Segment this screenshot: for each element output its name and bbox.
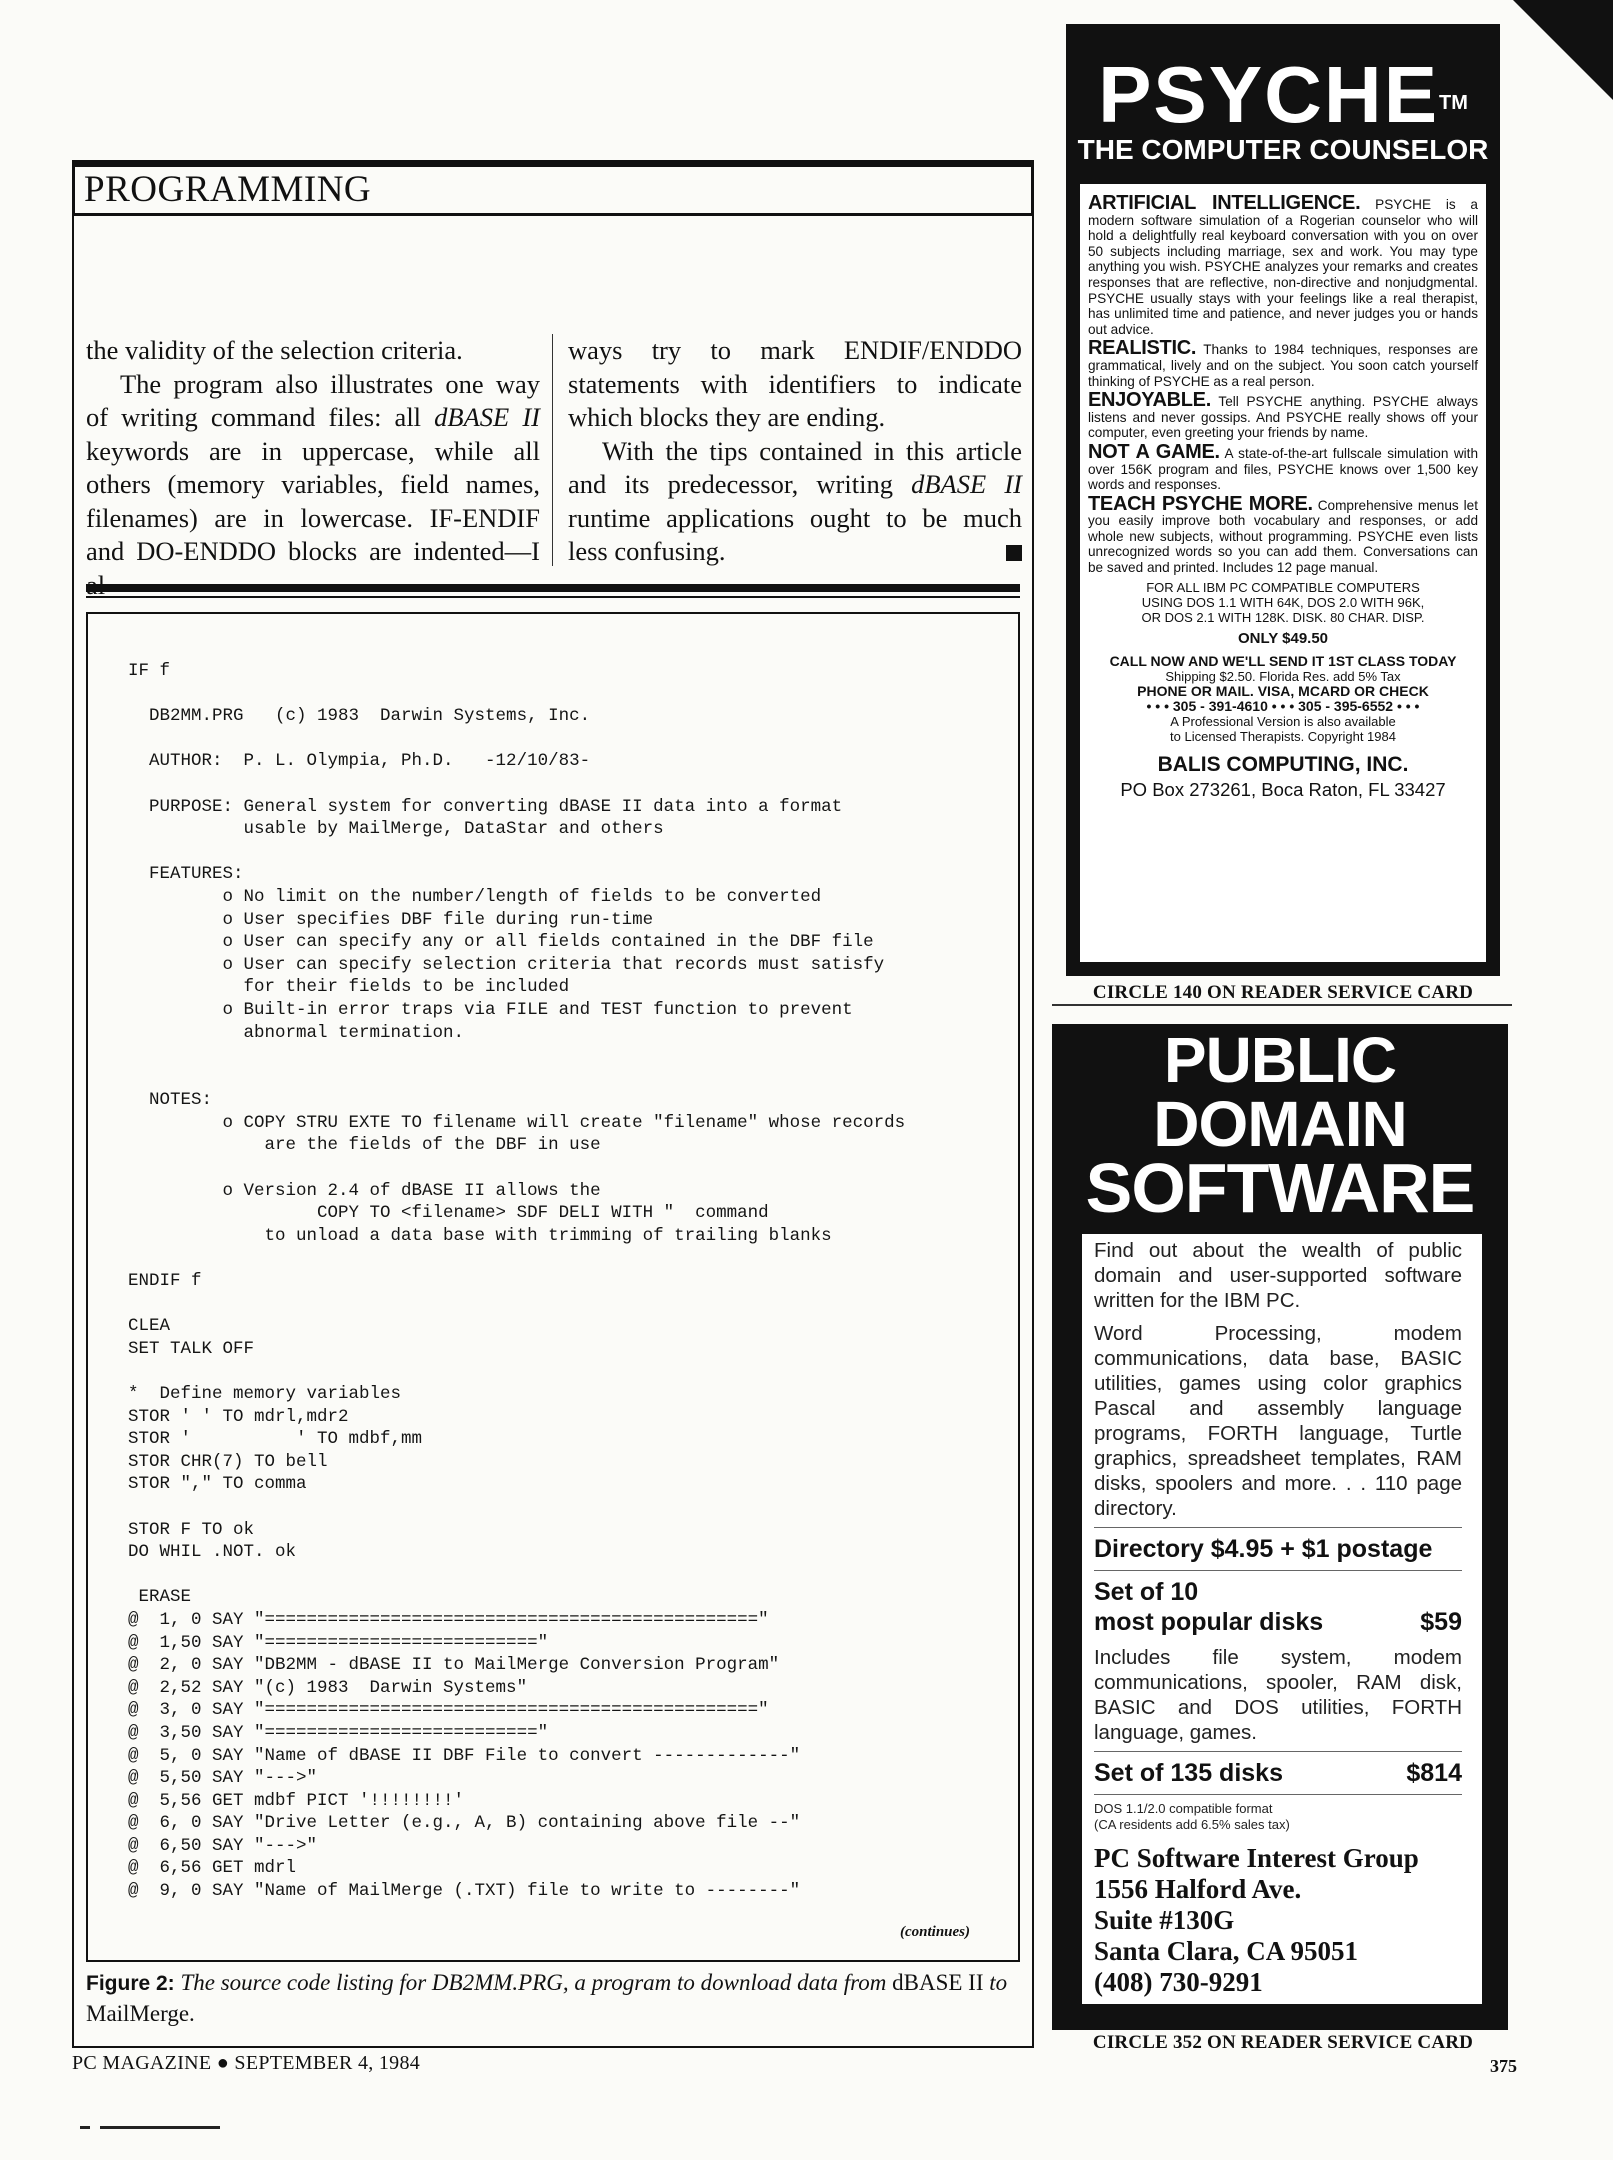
trademark-mark: TM	[1439, 92, 1468, 114]
pd-title-line: SOFTWARE	[1085, 1149, 1475, 1227]
psyche-section	[1088, 440, 1479, 493]
end-mark-icon	[1006, 545, 1022, 561]
pd-org-line: PC Software Interest Group	[1094, 1843, 1419, 1873]
pd-title-line: PUBLIC	[1163, 1024, 1397, 1096]
article-column-right	[568, 334, 1022, 569]
pd-org-line: 1556 Halford Ave.	[1094, 1874, 1302, 1904]
psyche-section-heading: REALISTIC.	[1088, 337, 1197, 360]
pd-note: (CA residents add 6.5% sales tax)	[1094, 1817, 1290, 1832]
pd-org-line: Suite #130G	[1094, 1905, 1235, 1935]
footer-publication: PC MAGAZINE ● SEPTEMBER 4, 1984	[72, 2052, 421, 2074]
article-paragraph: With the tips contained in this article and its predecessor, writing dBASE II runtime applications ought to be much less confusing.	[568, 435, 1022, 566]
continued-label: (continues)	[900, 1924, 971, 1940]
article-column-left	[86, 334, 540, 602]
psyche-section	[1088, 389, 1479, 441]
psyche-section-heading: ENJOYABLE.	[1088, 389, 1211, 412]
caption-term: dBASE II	[892, 1970, 984, 1995]
page-number: 375	[1490, 2056, 1517, 2076]
psyche-section	[1088, 337, 1479, 389]
scan-mark	[80, 2126, 90, 2129]
phone-numbers: • • • 305 - 391-4610 • • • 305 - 395-6552 • • •	[1146, 698, 1420, 715]
column-divider	[552, 334, 553, 566]
article-paragraph: the validity of the selection criteria.	[86, 335, 463, 365]
article-paragraph: ways try to mark ENDIF/ENDDO statements with identifiers to indicate which blocks they are ending.	[568, 335, 1022, 432]
order-line: to Licensed Therapists. Copyright 1984	[1170, 729, 1396, 745]
compat-line: USING DOS 1.1 WITH 64K, DOS 2.0 WITH 96K,	[1141, 594, 1425, 610]
compat-line: FOR ALL IBM PC COMPATIBLE COMPUTERS	[1146, 579, 1420, 595]
figure-rule-thick	[86, 584, 1020, 592]
corner-triangle	[1513, 0, 1613, 100]
pd-contents: Word Processing, modem communications, data base, BASIC utilities, games using color graphics Pascal and assembly language programs, FORTH language, Turtle graphics, spreadsheet templates, RAM disks, spoolers and more. . . 110 page directory.	[1094, 1322, 1462, 1520]
psyche-section	[1088, 492, 1479, 576]
caption-text: The source code listing for DB2MM.PRG, a program to download data from	[174, 1970, 893, 1995]
pd-set10-price: $59	[1420, 1608, 1462, 1636]
pd-org-line: Santa Clara, CA 95051	[1094, 1936, 1359, 1966]
figure-label: Figure 2:	[86, 1972, 175, 1995]
pd-set10-desc: Includes file system, modem communications, spooler, RAM disk, BASIC and DOS utilities, FORTH language, games.	[1094, 1646, 1462, 1744]
psyche-company: BALIS COMPUTING, INC.	[1157, 753, 1409, 777]
ad-separator	[1052, 1004, 1512, 1006]
caption-text: to	[983, 1970, 1008, 1995]
pd-rule	[1094, 1794, 1462, 1795]
pd-org	[1094, 1843, 1462, 1998]
compat-line: OR DOS 2.1 WITH 128K. DISK. 80 CHAR. DISP.	[1141, 609, 1425, 625]
pd-directory: Directory $4.95 + $1 postage	[1094, 1535, 1433, 1563]
pd-set135-price: $814	[1406, 1759, 1462, 1787]
order-line: Shipping $2.50. Florida Res. add 5% Tax	[1165, 669, 1401, 685]
reader-service-label: CIRCLE 352 ON READER SERVICE CARD	[1092, 2032, 1474, 2053]
pd-title-line: DOMAIN	[1153, 1088, 1407, 1160]
psyche-section-text: PSYCHE is a modern software simulation of a Rogerian counselor who will hold a delightfully real keyboard conversation with you on over 50 subjects including marriage, sex and work. You may type anything you wish. PSYCHE analyzes your remarks and creates responses that are reflective, non-directive and nonjudgmental. PSYCHE usually stays with your feelings like a real therapist, has unlimited time and patience, and never judges you or hands out advice.	[1088, 197, 1478, 337]
psyche-price: ONLY $49.50	[1237, 629, 1329, 647]
pd-set10-title: Set of 10	[1094, 1578, 1199, 1606]
psyche-body	[1088, 192, 1479, 802]
code-listing: IF f DB2MM.PRG (c) 1983 Darwin Systems, Inc. AUTHOR: P. L. Olympia, Ph.D. -12/10/83- PURPOSE: General system for converting dBASE II data into a format usable by MailMerge, DataStar and others FEATURES: o No limit on the number/length of fields to be converted o User specifies DBF file during run-time o User can specify any or all fields contained in the DBF file o User can specify selection criteria that records must satisfy for their fields to be included o Built-in error traps via FILE and TEST function to prevent abnormal termination. NOTES: o COPY STRU EXTE TO filename will create "filename" whose records are the fields of the DBF in use o Version 2.4 of dBASE II allows the COPY TO <filename> SDF DELI WITH " command to unload a data base with trimming of trailing blanks ENDIF f CLEA SET TALK OFF * Define memory variables STOR ' ' TO mdrl,mdr2 STOR ' ' TO mdbf,mm STOR CHR(7) TO bell STOR "," TO comma STOR F TO ok DO WHIL .NOT. ok ERASE @ 1, 0 SAY "===============================================" @ 1,50 SAY "==========================" @ 2, 0 SAY "DB2MM - dBASE II to MailMerge Conversion Program" @ 2,52 SAY "(c) 1983 Darwin Systems" @ 3, 0 SAY "===============================================" @ 3,50 SAY "==========================" @ 5, 0 SAY "Name of dBASE II DBF File to convert -------------" @ 5,50 SAY "--->" @ 5,56 GET mdbf PICT '!!!!!!!!' @ 6, 0 SAY "Drive Letter (e.g., A, B) containing above file --" @ 6,50 SAY "--->" @ 6,56 GET mdrl @ 9, 0 SAY "Name of MailMerge (.TXT) file to write to --------"	[128, 661, 906, 1902]
psyche-order	[1088, 654, 1478, 744]
pd-body	[1094, 1238, 1462, 1998]
caption-term: MailMerge.	[86, 2001, 195, 2026]
psyche-section	[1088, 192, 1478, 337]
pd-set10-label: most popular disks	[1094, 1608, 1324, 1636]
psyche-section-heading: ARTIFICIAL INTELLIGENCE.	[1088, 192, 1361, 214]
psyche-compat	[1088, 580, 1478, 625]
order-line: PHONE OR MAIL. VISA, MCARD OR CHECK	[1137, 683, 1429, 700]
pd-rule	[1094, 1527, 1462, 1528]
psyche-title	[1066, 50, 1500, 140]
pd-org-phone: (408) 730-9291	[1094, 1967, 1263, 1997]
figure-rule-thin	[86, 596, 1020, 598]
psyche-section-text: A state-of-the-art fullscale simulation with over 156K program and files, PSYCHE knows over 1,500 key words and responses.	[1088, 445, 1479, 493]
psyche-section-text: Tell PSYCHE anything. PSYCHE always listens and never gossips. And PSYCHE really shows off your computer, even greeting your friends by name.	[1088, 394, 1479, 441]
psyche-section-heading: TEACH PSYCHE MORE.	[1088, 492, 1313, 515]
psyche-address: PO Box 273261, Boca Raton, FL 33427	[1120, 779, 1446, 801]
figure-caption	[86, 1968, 1020, 2029]
pd-set10-line	[1094, 1607, 1462, 1637]
pd-rule	[1094, 1570, 1462, 1571]
pd-title	[1052, 1024, 1508, 1227]
article-paragraph: The program also illustrates one way of writing command files: all dBASE II keywords are in uppercase, while all others (memory variables, field names, filenames) are in lowercase. IF-ENDIF and DO-ENDDO blocks are indented—I	[86, 368, 540, 566]
reader-service-label: CIRCLE 140 ON READER SERVICE CARD	[1092, 982, 1474, 1003]
pd-rule	[1094, 1751, 1462, 1752]
order-line: A Professional Version is also available	[1170, 714, 1396, 730]
section-title: PROGRAMMING	[84, 169, 372, 210]
pd-note: DOS 1.1/2.0 compatible format	[1094, 1801, 1273, 1816]
psyche-title-text: PSYCHE	[1098, 50, 1440, 139]
scan-mark	[100, 2126, 220, 2129]
psyche-section-text: Thanks to 1984 techniques, responses are grammatical, lively and on the subject. You soon catch yourself thinking of PSYCHE as a real person.	[1088, 342, 1479, 389]
psyche-section-heading: NOT A GAME.	[1088, 440, 1220, 463]
order-line: CALL NOW AND WE'LL SEND IT 1ST CLASS TODAY	[1109, 653, 1457, 670]
psyche-section-text: Comprehensive menus let you easily improve both vocabulary and responses, or add whole new subjects, without programming. PSYCHE even lists unrecognized words so you can add them. Conversations can be saved and printed. Includes 12 page manual.	[1088, 497, 1479, 576]
pd-set135-line	[1094, 1758, 1462, 1788]
pd-intro: Find out about the wealth of public domain and user-supported software written for the IBM PC.	[1094, 1239, 1462, 1312]
pd-set135-label: Set of 135 disks	[1094, 1759, 1283, 1787]
psyche-subtitle: THE COMPUTER COUNSELOR	[1077, 134, 1489, 165]
